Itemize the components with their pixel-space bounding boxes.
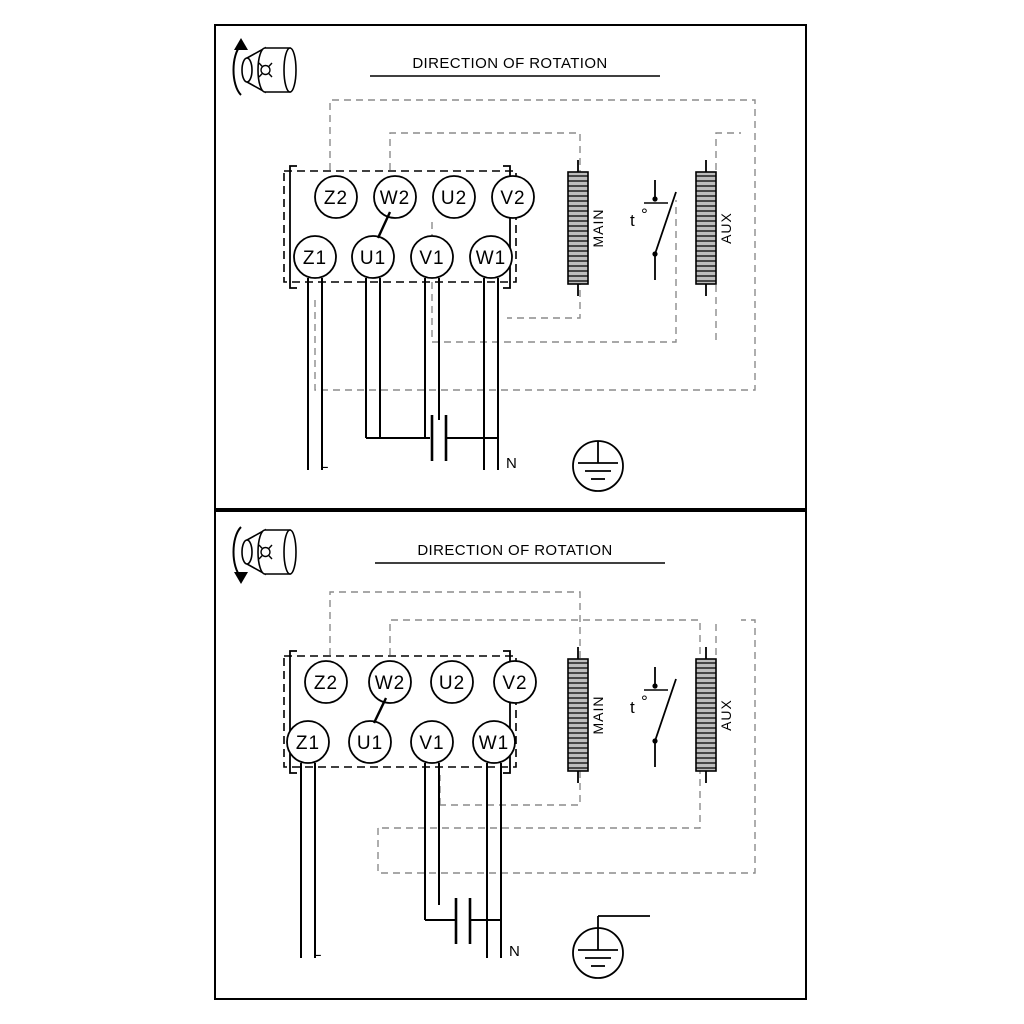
panel-top-thermal-degree: ° — [641, 205, 648, 224]
panel-top-earth-symbol — [573, 441, 623, 491]
terminal-V1-label: V1 — [419, 733, 445, 754]
panel-bottom-coil-main-label: MAIN — [590, 695, 606, 735]
panel-top-thermal-label: t — [630, 211, 635, 230]
panel-bottom-thermal-degree: ° — [641, 692, 648, 711]
panel-top-terminals-bottom-row — [294, 236, 512, 278]
panel-bottom-thermal-switch — [630, 667, 676, 767]
terminal-W1-label: W1 — [478, 733, 510, 754]
terminal-Z2-label: Z2 — [323, 188, 349, 209]
panel-bottom-thermal-label: t — [630, 698, 635, 717]
panel-bottom-label-N: N — [509, 943, 520, 960]
panel-bottom-content — [234, 527, 756, 978]
panel-top-content — [234, 38, 756, 491]
panel-bottom-coil-aux-label: AUX — [718, 699, 734, 731]
terminal-V1-label: V1 — [419, 248, 445, 269]
terminal-V2-label: V2 — [502, 673, 528, 694]
panel-bottom-rotation-label: DIRECTION OF ROTATION — [417, 542, 613, 559]
panel-bottom-label-L: L — [313, 943, 322, 960]
terminal-U1-label: U1 — [356, 733, 384, 754]
terminal-U1-label: U1 — [359, 248, 387, 269]
panel-bottom-terminals-bottom-row — [287, 721, 515, 763]
terminal-W2-label: W2 — [374, 673, 406, 694]
panel-top-rotation-label: DIRECTION OF ROTATION — [412, 55, 608, 72]
panel-top-label-L: L — [320, 455, 329, 472]
terminal-V2-label: V2 — [500, 188, 526, 209]
terminal-W1-label: W1 — [475, 248, 507, 269]
terminal-U2-label: U2 — [440, 188, 468, 209]
terminal-Z1-label: Z1 — [302, 248, 328, 269]
terminal-Z2-label: Z2 — [313, 673, 339, 694]
panel-bottom-jumper-w2-u1 — [374, 698, 386, 723]
panel-bottom-earth-symbol — [573, 916, 650, 978]
panel-top-run-capacitor — [432, 415, 446, 461]
terminal-Z1-label: Z1 — [295, 733, 321, 754]
panel-top-supply-wires — [308, 278, 498, 470]
panel-top-label-N: N — [506, 455, 517, 472]
panel-bottom-dashed-wiring — [330, 592, 755, 873]
panel-top-terminals-top-row — [315, 176, 534, 218]
terminal-W2-label: W2 — [379, 188, 411, 209]
panel-bottom-coil-main — [568, 647, 606, 783]
terminal-U2-label: U2 — [438, 673, 466, 694]
panel-top-coil-main-label: MAIN — [590, 208, 606, 248]
motor-shaft-rotation-ccw-icon — [234, 38, 297, 95]
panel-bottom-coil-aux — [696, 647, 734, 783]
panel-top-coil-main — [568, 160, 606, 296]
panel-bottom-run-capacitor — [456, 898, 470, 944]
panel-top-coil-aux — [696, 160, 734, 296]
panel-top-thermal-switch — [630, 180, 676, 280]
panel-top-coil-aux-label: AUX — [718, 212, 734, 244]
motor-shaft-rotation-cw-icon — [234, 527, 297, 584]
panel-bottom-terminals-top-row — [305, 661, 536, 703]
